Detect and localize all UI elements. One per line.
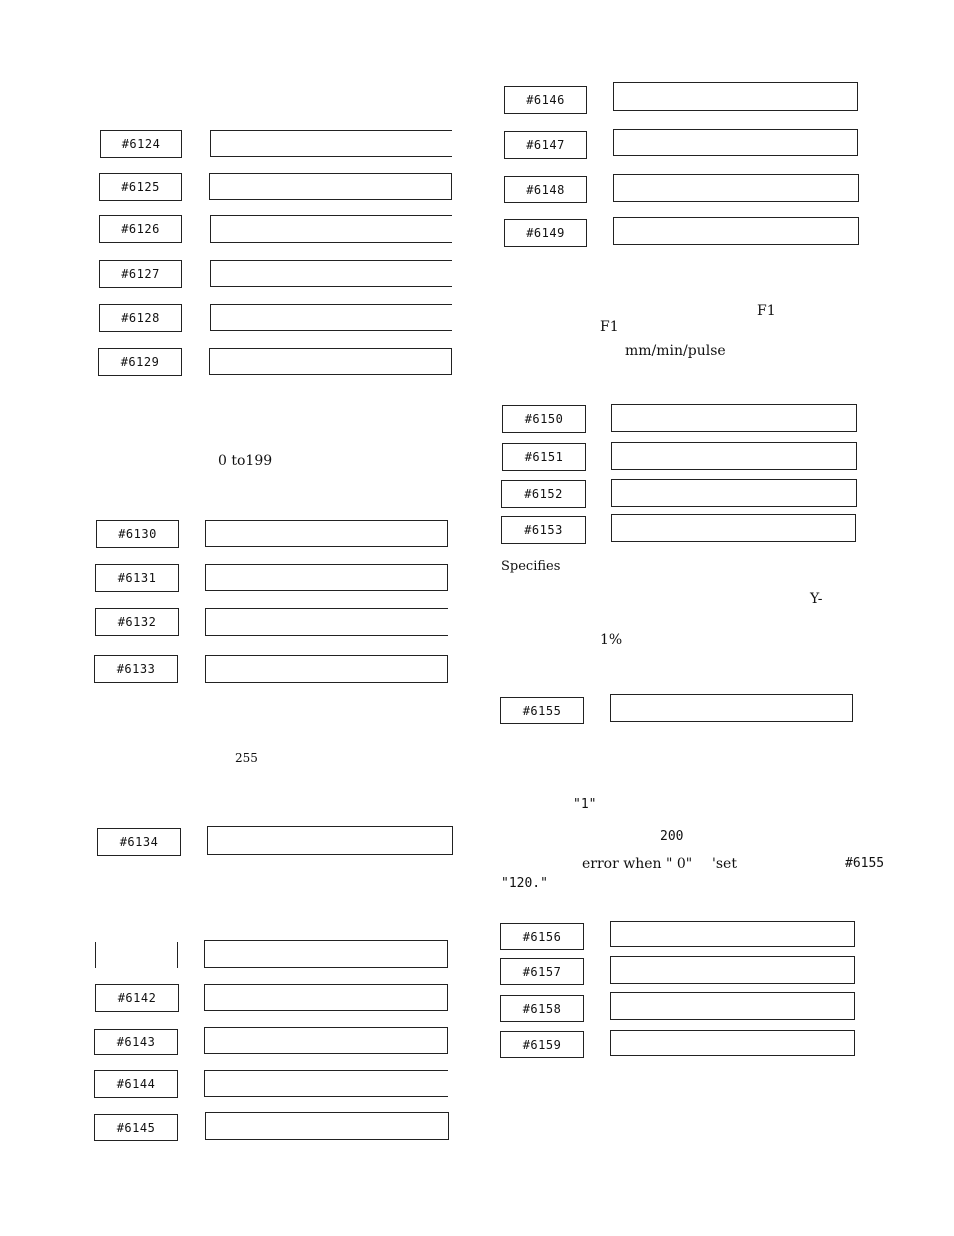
axis-note: Y-	[810, 591, 823, 607]
f1-note-b: F1	[600, 319, 619, 335]
error-note: error when " 0"	[582, 856, 693, 872]
param-label-6153: #6153	[501, 516, 586, 544]
param-value-box	[610, 992, 855, 1020]
set-note: 'set	[712, 856, 737, 872]
param-value-box	[210, 260, 452, 287]
param-label-6151: #6151	[502, 443, 586, 471]
param-label-6156: #6156	[500, 923, 584, 950]
param-value-box	[610, 921, 855, 947]
param-value-box	[611, 479, 857, 507]
param-label-6157: #6157	[500, 958, 584, 985]
param-label-6130: #6130	[96, 520, 179, 548]
unit-note: mm/min/pulse	[625, 343, 726, 359]
param-label-6148: #6148	[504, 176, 587, 203]
param-value-box	[205, 520, 448, 547]
param-label-6155: #6155	[500, 697, 584, 724]
param-label-6124: #6124	[100, 130, 182, 158]
param-value-box	[205, 608, 448, 636]
param-label-6134: #6134	[97, 828, 181, 856]
param-value-box	[610, 694, 853, 722]
param-value-box	[204, 1070, 448, 1097]
param-label-6129: #6129	[98, 348, 182, 376]
value-note: "120."	[501, 876, 548, 891]
max-value-note: 255	[235, 751, 258, 765]
param-label-6132: #6132	[95, 608, 179, 636]
param-value-box	[209, 173, 452, 200]
param-value-box	[613, 82, 858, 111]
range-note: 0 to199	[218, 453, 273, 469]
param-value-box	[205, 564, 448, 591]
percent-note: 1%	[600, 632, 623, 648]
param-label-6133: #6133	[94, 655, 178, 683]
param-label-6128: #6128	[99, 304, 182, 332]
param-value-box	[610, 956, 855, 984]
param-label-6147: #6147	[504, 131, 587, 159]
param-value-box	[611, 442, 857, 470]
param-value-box	[207, 826, 453, 855]
param-label-6125: #6125	[99, 173, 182, 201]
param-value-box	[210, 215, 452, 243]
param-label-6142: #6142	[95, 984, 179, 1012]
param-value-box	[611, 514, 856, 542]
param-label-6159: #6159	[500, 1031, 584, 1058]
param-value-box	[610, 1030, 855, 1056]
note-200: 200	[660, 829, 684, 844]
param-label-6150: #6150	[502, 405, 586, 433]
param-value-box	[205, 1112, 449, 1140]
param-value-box	[613, 129, 858, 156]
param-label-6158: #6158	[500, 995, 584, 1022]
specifies-label: Specifies	[501, 559, 561, 574]
param-value-box	[204, 1027, 448, 1054]
param-value-box	[210, 304, 452, 331]
param-label-6152: #6152	[501, 480, 586, 508]
param-label-6126: #6126	[99, 215, 182, 243]
param-label-6127: #6127	[99, 260, 182, 288]
param-label-6149: #6149	[504, 219, 587, 247]
param-value-box	[210, 130, 452, 157]
param-label-6145: #6145	[94, 1114, 178, 1141]
param-value-box	[613, 174, 859, 202]
param-value-box	[204, 984, 448, 1011]
quote-one-note: "1"	[573, 797, 597, 812]
param-value-box	[205, 655, 448, 683]
param-label-6146: #6146	[504, 86, 587, 114]
param-label-blank	[95, 942, 178, 968]
param-value-box	[204, 940, 448, 968]
param-value-box	[209, 348, 452, 375]
param-label-6144: #6144	[94, 1070, 178, 1098]
f1-note-a: F1	[757, 303, 776, 319]
param-label-6131: #6131	[95, 564, 179, 592]
ref-param-note: #6155	[845, 856, 885, 871]
param-label-6143: #6143	[94, 1029, 178, 1055]
param-value-box	[613, 217, 859, 245]
param-value-box	[611, 404, 857, 432]
